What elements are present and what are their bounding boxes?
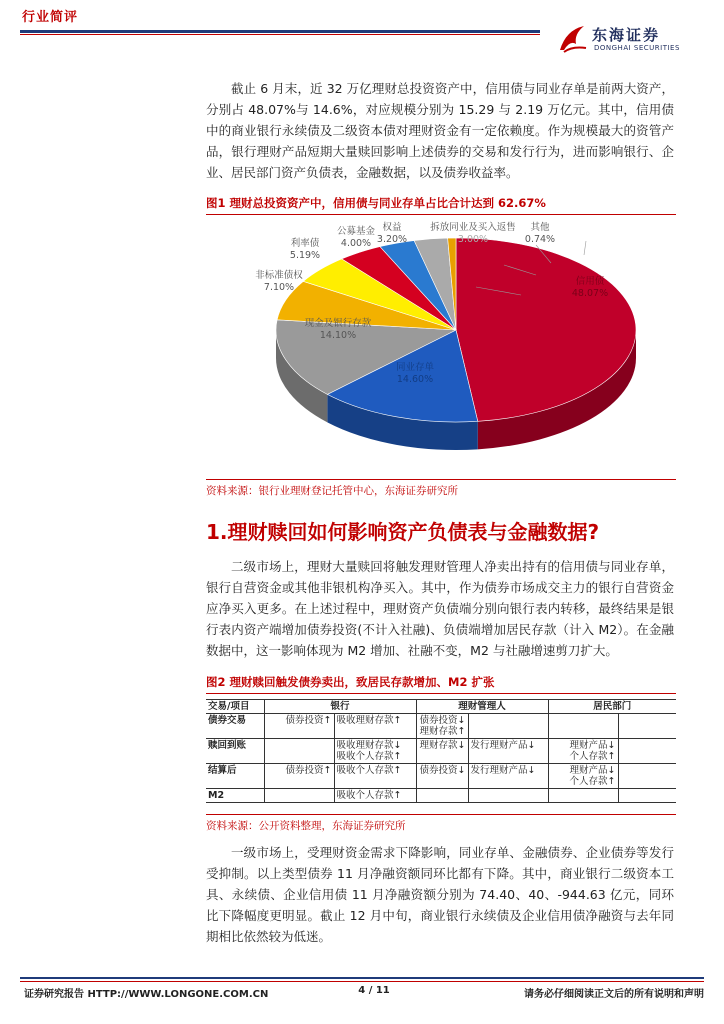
- section-label: 行业简评: [22, 10, 79, 25]
- row-label: 结算后: [206, 764, 264, 789]
- logo-subtext: DONGHAI SECURITIES: [594, 44, 680, 52]
- pie-label-ncd: 同业存单 14.60%: [395, 362, 434, 385]
- footer-divider: [20, 977, 704, 979]
- table-header: 居民部门: [548, 700, 676, 714]
- table-row: [206, 764, 676, 789]
- cell: 吸收个人存款↑: [334, 764, 416, 789]
- row-label: 债券交易: [206, 714, 264, 739]
- footer-left: 证券研究报告 HTTP://WWW.LONGONE.COM.CN: [24, 989, 269, 1000]
- logo-text: 东海证券: [592, 26, 661, 44]
- table-header-row: [206, 700, 676, 714]
- pie-label-other: 其他 0.74%: [524, 222, 556, 245]
- cell: 债券投资↓: [416, 764, 468, 789]
- figure1-title: 图1 理财总投资资产中，信用债与同业存单占比合计达到 62.67%: [206, 195, 676, 215]
- cell: 发行理财产品↓: [468, 739, 548, 764]
- cell: 吸收理财存款↑: [334, 714, 416, 739]
- intro-paragraph: 截止 6 月末，近 32 万亿理财总投资资产中，信用债与同业存单是前两大资产，分别占 48.07%与 14.6%，对应规模分别为 15.29 与 2.19 万亿元。其中，信用债中的商业银行永续债及二级资本债对理财资金有一定依赖度。作为规模最大的资管产品，银行理财产品短期大量赎回影响上述债券的交易和发行行为，进而影响银行、企业、居民部门资产负债表，金融数据，以及债券收益率。: [206, 81, 674, 180]
- section1-paragraph: 二级市场上，理财大量赎回将触发理财管理人净卖出持有的信用债与同业存单，银行自营资金或其他非银机构净买入。其中，作为债券市场成交主力的银行自营资金应净买入更多。在上述过程中，理财资产负债端分别向银行表内转移，最终结果是银行表内资产端增加债券投资(不计入社融)、负债端增加居民存款（计入 M2）。在金融数据中，这一影响体现为 M2 增加、社融不变，M2 与社融增速剪刀扩大。: [206, 559, 674, 658]
- cell: 发行理财产品↓: [468, 764, 548, 789]
- cell: [416, 789, 468, 803]
- table-row: [206, 739, 676, 764]
- footer-divider-red: [20, 981, 704, 982]
- cell: 吸收理财存款↓ 吸收个人存款↑: [334, 739, 416, 764]
- pie-label-credit: 信用债 48.07%: [571, 276, 609, 299]
- cell: 债券投资↑: [264, 764, 334, 789]
- cell: [618, 789, 676, 803]
- cell: 理财产品↓ 个人存款↑: [548, 739, 618, 764]
- cell: [264, 739, 334, 764]
- figure2-title: 图2 理财赎回触发债券卖出，致居民存款增加、M2 扩张: [206, 674, 676, 694]
- pie-label-cash: 现金及银行存款 14.10%: [304, 318, 372, 341]
- pie-label-fund: 公募基金 4.00%: [336, 226, 375, 249]
- table-row: [206, 789, 676, 803]
- table-header: 银行: [264, 700, 416, 714]
- flow-table: [206, 699, 676, 803]
- pie-leader-line: [584, 241, 586, 255]
- closing-paragraph: 一级市场上，受理财资金需求下降影响，同业存单、金融债券、企业债券等发行受抑制。以上类型债券 11 月净融资额同环比都有下降。其中，商业银行二级资本工具、永续债、企业信用债 11 月净融资额分别为 74.40、40、-944.63 亿元，同环比下降幅度更明显。截止 12 月中旬，商业银行永续债及企业信用债净融资与去年同期相比依然较为低迷。: [206, 845, 674, 944]
- cell: [618, 714, 676, 739]
- table-row: [206, 714, 676, 739]
- footer-disclaimer: 请务必仔细阅读正文后的所有说明和声明: [524, 989, 704, 1000]
- row-label: 赎回到账: [206, 739, 264, 764]
- cell: [618, 739, 676, 764]
- row-label: M2: [206, 789, 264, 803]
- cell: 理财产品↓ 个人存款↑: [548, 764, 618, 789]
- cell: [468, 789, 548, 803]
- header-divider-red: [20, 34, 540, 35]
- cell: [468, 714, 548, 739]
- cell: 债券投资↑: [264, 714, 334, 739]
- cell: [548, 789, 618, 803]
- header-divider: [20, 30, 540, 33]
- cell: 债券投资↓ 理财存款↑: [416, 714, 468, 739]
- pie-label-repo: 拆放同业及买入返售 3.00%: [430, 222, 516, 245]
- pie-label-equity: 权益 3.20%: [376, 222, 408, 245]
- figure2-source: 资料来源：公开资料整理，东海证券研究所: [206, 814, 676, 833]
- cell: [548, 714, 618, 739]
- figure1-source: 资料来源：银行业理财登记托管中心，东海证券研究所: [206, 479, 676, 498]
- donghai-logo-icon: [556, 20, 590, 56]
- pie-label-nonstd: 非标准债权 7.10%: [255, 270, 303, 293]
- cell: [264, 789, 334, 803]
- table-header: 理财管理人: [416, 700, 548, 714]
- page-number: 4 / 11: [358, 985, 390, 996]
- cell: 理财存款↓: [416, 739, 468, 764]
- section1-heading: 1.理财赎回如何影响资产负债表与金融数据?: [206, 520, 600, 544]
- cell: [618, 764, 676, 789]
- pie-label-rate: 利率债 5.19%: [289, 238, 321, 261]
- cell: 吸收个人存款↑: [334, 789, 416, 803]
- pie-chart: [206, 215, 676, 477]
- table-header: 交易/项目: [206, 700, 264, 714]
